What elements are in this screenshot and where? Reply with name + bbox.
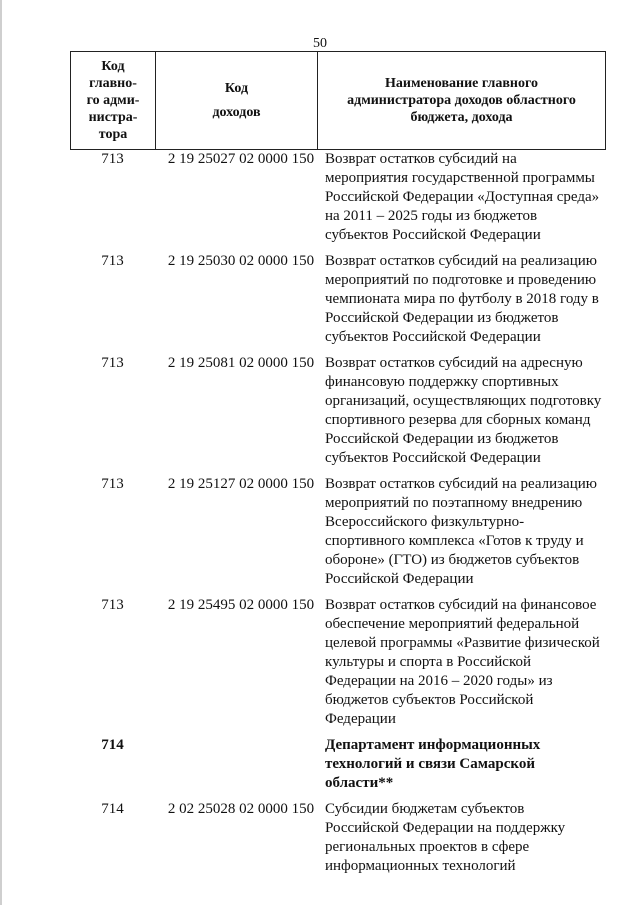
- table-row: [70, 354, 606, 468]
- table-row: [70, 596, 606, 729]
- revenue-name-cell: Возврат остатков субсидий на адресную финансовую поддержку спортивных организаций, осуществляющих подготовку спортивного резерва для сборных команд Российской Федерации из бюджетов субъектов Российской Федерации: [325, 355, 602, 466]
- table-row: [70, 150, 606, 245]
- revenue-name-cell: Возврат остатков субсидий на финансовое обеспечение мероприятий федеральной целевой программы «Развитие физической культуры и спорта в Российской Федерации на 2016 – 2020 годы» из бюджетов субъектов Российской Федерации: [325, 597, 600, 727]
- revenue-code-cell: 2 19 25127 02 0000 150: [167, 476, 315, 492]
- admin-code-cell: 713: [101, 253, 124, 269]
- header-admin-code: Код главно- го адми- нистра- тора: [71, 52, 156, 149]
- department-name-cell: Департамент информационных технологий и связи Самарской области**: [325, 737, 541, 791]
- admin-code-cell: 713: [101, 355, 124, 371]
- revenue-code-cell: 2 19 25027 02 0000 150: [167, 151, 315, 167]
- table-row-department: [70, 736, 606, 793]
- revenue-code-cell: 2 19 25030 02 0000 150: [167, 253, 315, 269]
- scan-edge-line: [0, 0, 2, 905]
- admin-code-cell: 713: [101, 151, 124, 167]
- revenue-code-cell: [155, 736, 325, 793]
- admin-code-cell: 714: [101, 801, 124, 817]
- admin-code-cell: 713: [101, 597, 124, 613]
- revenue-code-cell: 2 02 25028 02 0000 150: [167, 801, 315, 817]
- header-revenue-code: Код доходов: [156, 52, 318, 149]
- header-administrator-name: Наименование главного администратора доходов областного бюджета, дохода: [347, 76, 576, 125]
- revenue-name-cell: Возврат остатков субсидий на мероприятия государственной программы Российской Федерации «Доступная среда» на 2011 – 2025 годы из бюджетов субъектов Российской Федерации: [325, 151, 600, 243]
- revenue-code-cell: 2 19 25495 02 0000 150: [167, 597, 315, 613]
- revenue-name-cell: Возврат остатков субсидий на реализацию мероприятий по поэтапному внедрению Всероссийского физкультурно- спортивного комплекса «Готов к труду и обороне» (ГТО) из бюджетов субъектов Российской Федерации: [325, 476, 597, 587]
- revenue-name-cell: Субсидии бюджетам субъектов Российской Федерации на поддержку региональных проектов в сфере информационных технологий: [325, 801, 566, 874]
- table-body: [70, 150, 606, 876]
- table-row: [70, 800, 606, 876]
- table-header: [70, 51, 606, 150]
- page-number: 50: [313, 36, 327, 51]
- admin-code-cell: 713: [101, 476, 124, 492]
- admin-code-cell: 714: [101, 737, 124, 753]
- revenue-name-cell: Возврат остатков субсидий на реализацию мероприятий по подготовке и проведению чемпионата мира по футболу в 2018 году в Российской Федерации из бюджетов субъектов Российской Федерации: [325, 253, 599, 345]
- revenue-code-cell: 2 19 25081 02 0000 150: [167, 355, 315, 371]
- table-row: [70, 475, 606, 589]
- table-row: [70, 252, 606, 347]
